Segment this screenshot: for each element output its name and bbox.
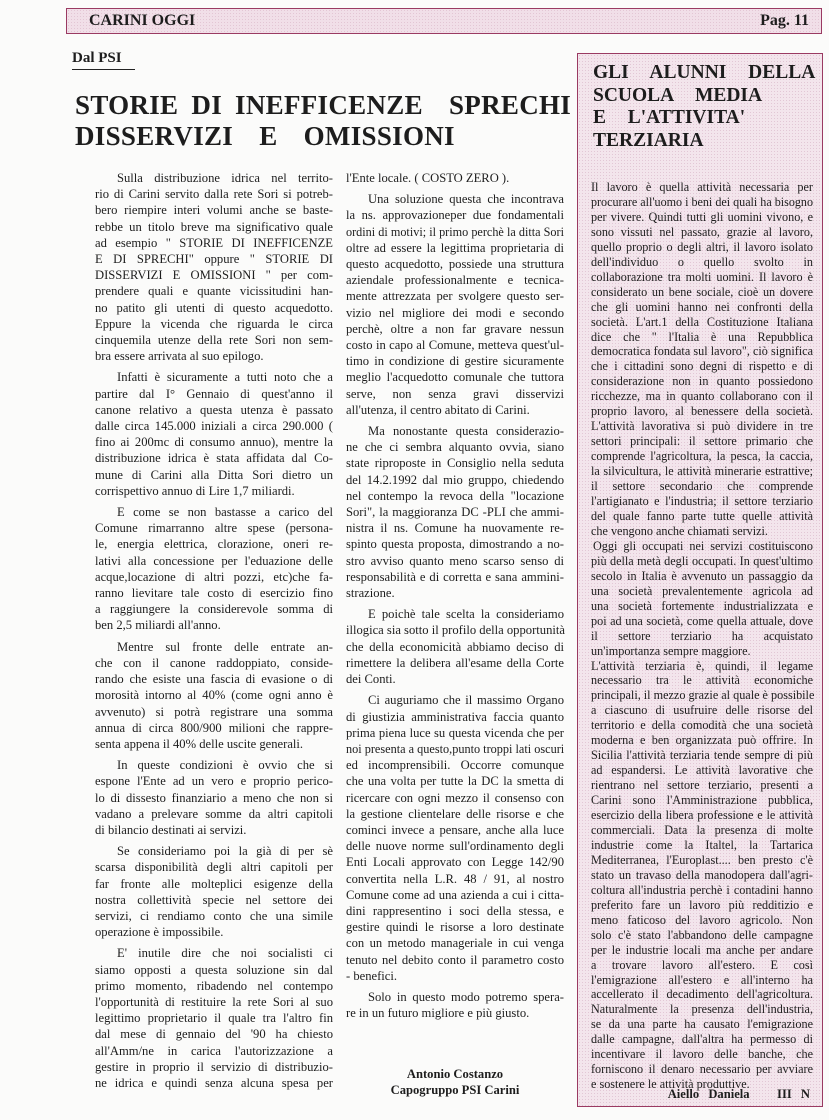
text-line: Ci auguriamo che il massimo Organo (368, 693, 564, 708)
text-line: servizi, ci rendiamo conto che una simile (95, 908, 333, 923)
text-line: che con il canone raddoppiato, conside- (95, 655, 333, 670)
sidebar-title-line: E L'ATTIVITA' (593, 107, 746, 128)
text-line: nistra il ns. Comune ha nuovamente re- (346, 521, 564, 536)
text-line: Infatti è sicuramente a tutti noto che a (117, 370, 333, 385)
paragraph (346, 423, 564, 601)
text-line: re in un futuro migliore e più giusto. (346, 1006, 530, 1021)
text-line: Il lavoro è quella attività necessaria per (591, 180, 813, 194)
text-line: che gli uomini hanno nei confronti della (591, 299, 813, 314)
text-line: gestire quindi le risorse a loro destinate (346, 920, 564, 935)
text-line: Comune rimarranno altre spese (persona- (95, 521, 333, 536)
text-line: state riproposte in Consiglio nella seduta (346, 456, 564, 471)
text-line: E come se non bastasse a carico del (117, 505, 333, 520)
text-line: legittimo proprietario il quale tra l'altro fin (95, 1011, 333, 1026)
article-title-line: STORIE DI INEFFICENZE SPRECHI (75, 90, 572, 120)
text-line: aziendale professionalmente e tecnica- (346, 273, 564, 288)
text-line: Sulla distribuzione idrica nel territo- (117, 171, 333, 185)
article-column-2 (346, 170, 564, 1026)
text-line: a trovare lavoro all'estero. E così (591, 957, 813, 972)
paragraph (591, 659, 813, 1093)
text-line: illogica sia sotto il profilo della opportunità (346, 623, 565, 638)
text-line: perchè, oltre a non far gravare nessun (346, 321, 564, 336)
text-line: E' inutile dire che noi socialisti ci (117, 946, 333, 961)
text-line: stro avviso quanto meno scarso senso di (346, 553, 564, 568)
text-line: a ciascuno di usufruire delle risorse del (591, 703, 813, 718)
text-line: il settore secondario che comprende (591, 479, 813, 494)
text-line: del 14.2.1992 dal mio gruppo, chiedendo (346, 472, 564, 487)
text-line: Se consideriamo poi la già di per sè (117, 844, 333, 859)
text-line: bra essere arrivata al suo epilogo. (95, 349, 264, 364)
text-line: commerciali. Data la presenza di molte (591, 822, 813, 837)
text-line: proprio lavoro, al benessere della società. (591, 404, 813, 419)
text-line: l'Ente locale. ( COSTO ZERO ). (346, 171, 510, 185)
text-line: che della economicità abbiamo deciso di (346, 639, 564, 654)
text-line: settori principali: il settore primario che (591, 434, 813, 449)
text-line: e sostenere le attività produttive. (591, 1077, 750, 1092)
text-line: considerazione non in quanto possiedono (591, 374, 813, 389)
text-line: canone relativo a questa utenza è passato (95, 402, 333, 417)
text-line: all'Amm/ne in carica l'autorizzazione a (95, 1043, 333, 1058)
paragraph (591, 180, 813, 539)
text-line: serve, non senza gravi disservizi (346, 386, 564, 401)
text-line: gestire in proprio il servizio di distribuzio- (95, 1059, 333, 1074)
text-line: democratica fondata sul lavoro", ciò significa (591, 344, 813, 359)
text-line: lo di dissesto finanziario a meno che non si (95, 790, 333, 805)
text-line: la gestione clientelare delle risorse e che (346, 806, 564, 821)
paragraph (346, 170, 564, 186)
text-line: ben 2,5 miliardi all'anno. (95, 618, 221, 633)
text-line: spinto questa proposta, dimostrando a no- (346, 537, 564, 552)
text-line: avvenuto) si potrà registrare una somma (95, 704, 333, 719)
text-line: questo acquedotto, possiede una struttura (346, 257, 564, 272)
page-header-bar (66, 8, 822, 34)
text-line: meglio l'acquedotto comunale che tuttora (346, 370, 564, 385)
text-line: che vengono anche chiamati servizi. (591, 523, 768, 538)
paragraph (95, 757, 333, 838)
sidebar-title-line: GLI ALUNNI DELLA (593, 62, 816, 83)
text-line: all'utenza, il centro abitato di Carini. (346, 402, 530, 417)
text-line: quello proprio o degli altri, il lavoro isolato (591, 239, 813, 254)
text-line: nostra collettività specie nel settore dei (95, 892, 333, 907)
text-line: società. L'art.1 della Costituzione Italiana (591, 314, 813, 329)
text-line: Solo in questo modo potremo spera- (368, 989, 564, 1004)
text-line: dei Conti. (346, 672, 396, 687)
text-line: incentivare il lavoro delle banche, che (591, 1047, 813, 1062)
text-line: di giustizia amministrativa faccia quanto (346, 709, 564, 724)
text-line: accellerato il decadimento dell'agricoltura. (591, 987, 813, 1002)
text-line: solo c'è stato l'abbandono delle campagne (591, 927, 813, 942)
text-line: Una soluzione questa che incontrava (368, 192, 564, 207)
text-line: tenuto nel debito conto il parametro costo (346, 952, 564, 967)
text-line: Comune come ad una azienda a cui i citta- (346, 887, 564, 902)
paragraph (95, 945, 333, 1091)
text-line: una società prevalentemente agricola ad (591, 583, 813, 598)
text-line: dal mese di gennaio del '90 ha chiesto (95, 1027, 333, 1042)
text-line: Eppure la vicenda che riguarda le circa (95, 316, 333, 331)
text-line: meno faticoso del lavoro agricolo. Non (591, 912, 813, 927)
author-role: Capogruppo PSI Carini (390, 1083, 520, 1097)
paragraph (95, 639, 333, 752)
text-line: Sicilia l'attività terziaria tende sempre di più (591, 748, 813, 763)
text-line: dalle campagne, dall'altra ha permesso di (591, 1032, 813, 1047)
text-line: l'emigrazione all'estero e all'interno ha (591, 972, 813, 987)
text-line: acque,locazione di altri pozzi, etc)che fa- (95, 569, 333, 584)
text-line: dalle circa 145.000 iniziali a circa 290.000 ( (95, 419, 333, 434)
text-line: considerato un bene sociale, cioè un dovere (591, 284, 813, 299)
text-line: forniscono il denaro necessario per avviare (591, 1062, 813, 1077)
publication-name: CARINI OGGI (89, 12, 196, 29)
text-line: far fronte alle molteplici esigenze della (95, 876, 333, 891)
text-line: oltre ad essere la legittima proprietaria di (346, 240, 564, 255)
text-line: Mediterranea, l'Europlast.... ben presto c'è (591, 852, 813, 867)
text-line: a raggiungere la considerevole somma di (95, 602, 333, 617)
text-line: Sori", la maggioranza DC -PLI che ammi- (346, 505, 564, 520)
text-line: cinquemila utenze della rete Sori non sem- (95, 333, 333, 348)
text-line: convertita nella L.R. 48 / 91, al nostro (346, 871, 564, 886)
text-line: ed incomprensibili. Occorre comunque (346, 758, 564, 773)
text-line: no patito gli utenti di questo acquedotto. (95, 300, 333, 315)
text-line: espone l'Ente ad un vero e proprio perico- (95, 774, 333, 789)
sidebar-signature: Aiello Daniela III N (667, 1087, 810, 1101)
article-kicker: Dal PSI (72, 50, 135, 70)
text-line: l'opportunità di restituire la rete Sori al suo (95, 994, 333, 1009)
text-line: la silvicultura, le attività minerarie estrattive; (591, 464, 813, 479)
text-line: moderna e ben organizzata può offrire. In (591, 733, 813, 748)
text-line: con un metodo manageriale in cui venga (346, 936, 564, 951)
author-name: Antonio Costanzo (406, 1067, 504, 1081)
text-line: - benefici. (346, 968, 398, 983)
text-line: mente attrezzata per svolgere questo ser- (346, 289, 564, 304)
page-number: Pag. 11 (760, 12, 809, 29)
text-line: di bilancio destinati ai servizi. (95, 822, 247, 837)
text-line: secolo in Italia è avvenuto un passaggio da (591, 568, 813, 583)
text-line: Ma nonostante questa considerazio- (368, 424, 564, 439)
sidebar-article-box (577, 53, 823, 1107)
text-line: bero riempire interi volumi anche se baste- (95, 203, 333, 218)
text-line: senta appena il 40% delle uscite generali. (95, 736, 304, 751)
text-line: la ns. approvazioneper due fondamentali (346, 208, 564, 223)
text-line: ad esempio " STORIE DI INEFFICENZE (95, 235, 333, 250)
text-line: procurare all'uomo i beni dei quali ha bisogno (591, 194, 813, 209)
article-signature (346, 1066, 564, 1098)
text-line: per vivere. Quindi tutti gli uomini vivono, e (591, 209, 813, 224)
text-line: esercizio della libera professione e le attività (591, 808, 813, 823)
text-line: mune di Carini alla Ditta Sori dietro un (95, 467, 333, 482)
text-line: dell'individuo o quello svolto in (591, 254, 813, 269)
text-line: che i cittadini sono degni di rispetto e di (591, 359, 813, 374)
text-line: collaborazione tra molti uomini. Il lavoro è (591, 269, 813, 284)
text-line: timo in condizione di gestire sicuramente (346, 354, 564, 369)
text-line: delle nuove norme sull'ordinamento degli (346, 839, 564, 854)
text-line: Carini sono l'Amministrazione pubblica, (591, 793, 813, 808)
text-line: se da una parte ha causato l'emigrazione (591, 1017, 813, 1032)
text-line: rio di Carini servito dalla rete Sori si potreb- (95, 187, 333, 202)
text-line: operazione è impossibile. (95, 925, 224, 940)
text-line: dice che " l'Italia è una Repubblica (591, 329, 813, 344)
text-line: una società fortemente industrializzata e (591, 598, 813, 613)
text-line: nel contempo la revoca della "locazione (346, 488, 564, 503)
text-line: l'artigianato e l'industria; il settore terziario (591, 494, 813, 509)
text-line: strazione. (346, 586, 395, 601)
text-line: annua di circa 800/900 milioni che rappre- (95, 720, 333, 735)
text-line: cominci invece a pensare, anche alla luce (346, 822, 564, 837)
text-line: ranno lievitare tale costo di esercizio fino (95, 586, 333, 601)
text-line: Naturalmente la presenza dell'industria, (591, 1002, 813, 1017)
text-line: ricchezze, ma in quanto collaborano con il (591, 389, 813, 404)
text-line: partire dal I° Gennaio di quest'anno il (95, 386, 333, 401)
text-line: vizio nel migliore dei modi e secondo (346, 305, 564, 320)
text-line: Mentre sul fronte delle entrate an- (117, 639, 333, 654)
text-line: ricercare con ogni mezzo il consenso con (346, 790, 564, 805)
text-line: industrie come la Italtel, la Tartarica (591, 837, 813, 852)
article-title (75, 90, 571, 152)
text-line: E DI SPRECHI" oppure " STORIE DI (95, 252, 333, 267)
paragraph (95, 369, 333, 499)
text-line: costo in capo al Comune, metteva quest'ul- (346, 338, 564, 353)
text-line: comprende l'agricoltura, la pesca, la caccia, (591, 449, 813, 464)
text-line: stato un travaso della manodopera dall'agri- (591, 867, 813, 882)
text-line: lativi alla concessione per l'eduazione delle (95, 553, 333, 568)
sidebar-title-line: SCUOLA MEDIA (593, 84, 763, 106)
paragraph (346, 606, 564, 687)
text-line: vadano a prelevare somme da altri capitoli (95, 806, 333, 821)
text-line: ad espandersi. Le attività lavorative che (591, 763, 813, 778)
text-line: L'attività terziaria è, quindi, il legame (591, 658, 813, 673)
sidebar-body (591, 180, 813, 1092)
text-line: fino ai 200mc di consumo annuo), mentre la (95, 435, 333, 450)
paragraph (346, 191, 564, 418)
text-line: un'importanza sempre maggiore. (591, 643, 751, 658)
text-line: preferito fare un lavoro più redditizio e (591, 897, 813, 912)
text-line: rimettere la delibera all'esame della Corte (346, 655, 564, 670)
text-line: sono vissuti nel passato, grazie al lavoro, (591, 224, 813, 239)
text-line: rebbe un titolo breve ma significativo quale (95, 219, 333, 234)
text-line: siamo opposti a questa soluzione sin dal (95, 962, 333, 977)
paragraph (95, 843, 333, 940)
text-line: Enti Locali approvato con Legge 142/90 (346, 855, 564, 870)
paragraph (95, 170, 333, 364)
sidebar-title-line: TERZIARIA (593, 129, 704, 151)
text-line: ordini di motivi; il primo perchè la ditta Sori (346, 224, 564, 239)
text-line: ne che ci sembra alquanto ovvia, siano (346, 440, 564, 455)
text-line: corrispettivo annuo di Lire 1,7 miliardi. (95, 483, 295, 498)
text-line: territorio e della comodità che una società (591, 718, 813, 733)
text-line: coltura all'industria perchè i contadini hanno (591, 882, 813, 897)
paragraph (346, 989, 564, 1021)
text-line: più della metà degli occupati. In quest'ultimo (591, 553, 813, 568)
text-line: noi presenta a questo,punto troppi lati oscuri (346, 741, 565, 756)
sidebar-title (593, 62, 815, 152)
text-line: ne idrica e quindi senza alcuna spesa per (95, 1075, 333, 1090)
article-title-line: DISSERVIZI E OMISSIONI (75, 121, 455, 151)
text-line: il settore terziario ha acquistato (591, 628, 813, 643)
paragraph (591, 539, 813, 659)
text-line: primo momento, ribadendo nel contempo (95, 978, 333, 993)
text-line: Oggi gli occupati nei servizi costituiscono (593, 538, 813, 553)
text-line: prima piena luce su questa vicenda che per (346, 725, 564, 740)
text-line: prendere quali e quante vicissitudini han- (95, 284, 333, 299)
paragraph (346, 692, 564, 984)
text-line: responsabilità e di corretta e sana ammini- (346, 569, 564, 584)
text-line: In queste condizioni è ovvio che si (117, 758, 333, 773)
text-line: necessario tra le attività economiche (591, 673, 813, 688)
text-line: del quale fanno parte tutte quelle attività (591, 508, 813, 523)
text-line: morosità intorno al 40% (come ogni anno è (95, 688, 333, 703)
text-line: che una volta per tutte la DC la smetta di (346, 774, 564, 789)
article-column-1 (95, 170, 333, 1096)
text-line: principali, il mezzo grazie al quale è possibile (591, 688, 815, 703)
text-line: L'attività lavorativa si può dividere in tre (591, 419, 813, 434)
text-line: poi ad una società, come quella attuale, dove (591, 613, 813, 628)
paragraph (95, 504, 333, 634)
text-line: distribuzione idrica è stata affidata dal Co- (95, 451, 333, 466)
text-line: E poichè tale scelta la consideriamo (368, 607, 564, 622)
text-line: per le industrie locali ma anche per andare (591, 942, 813, 957)
text-line: dini rappresentino i soci della stessa, e (346, 903, 564, 918)
text-line: DISSERVIZI E OMISSIONI " per com- (95, 268, 333, 283)
text-line: scarsa disponibilità degli altri capitoli per (95, 860, 333, 875)
text-line: rando che esiste una fascia di evasione o di (95, 672, 333, 687)
text-line: rientrano nel settore terziario, presenti a (591, 778, 813, 793)
text-line: le, energia elettrica, clorazione, oneri re- (95, 537, 333, 552)
